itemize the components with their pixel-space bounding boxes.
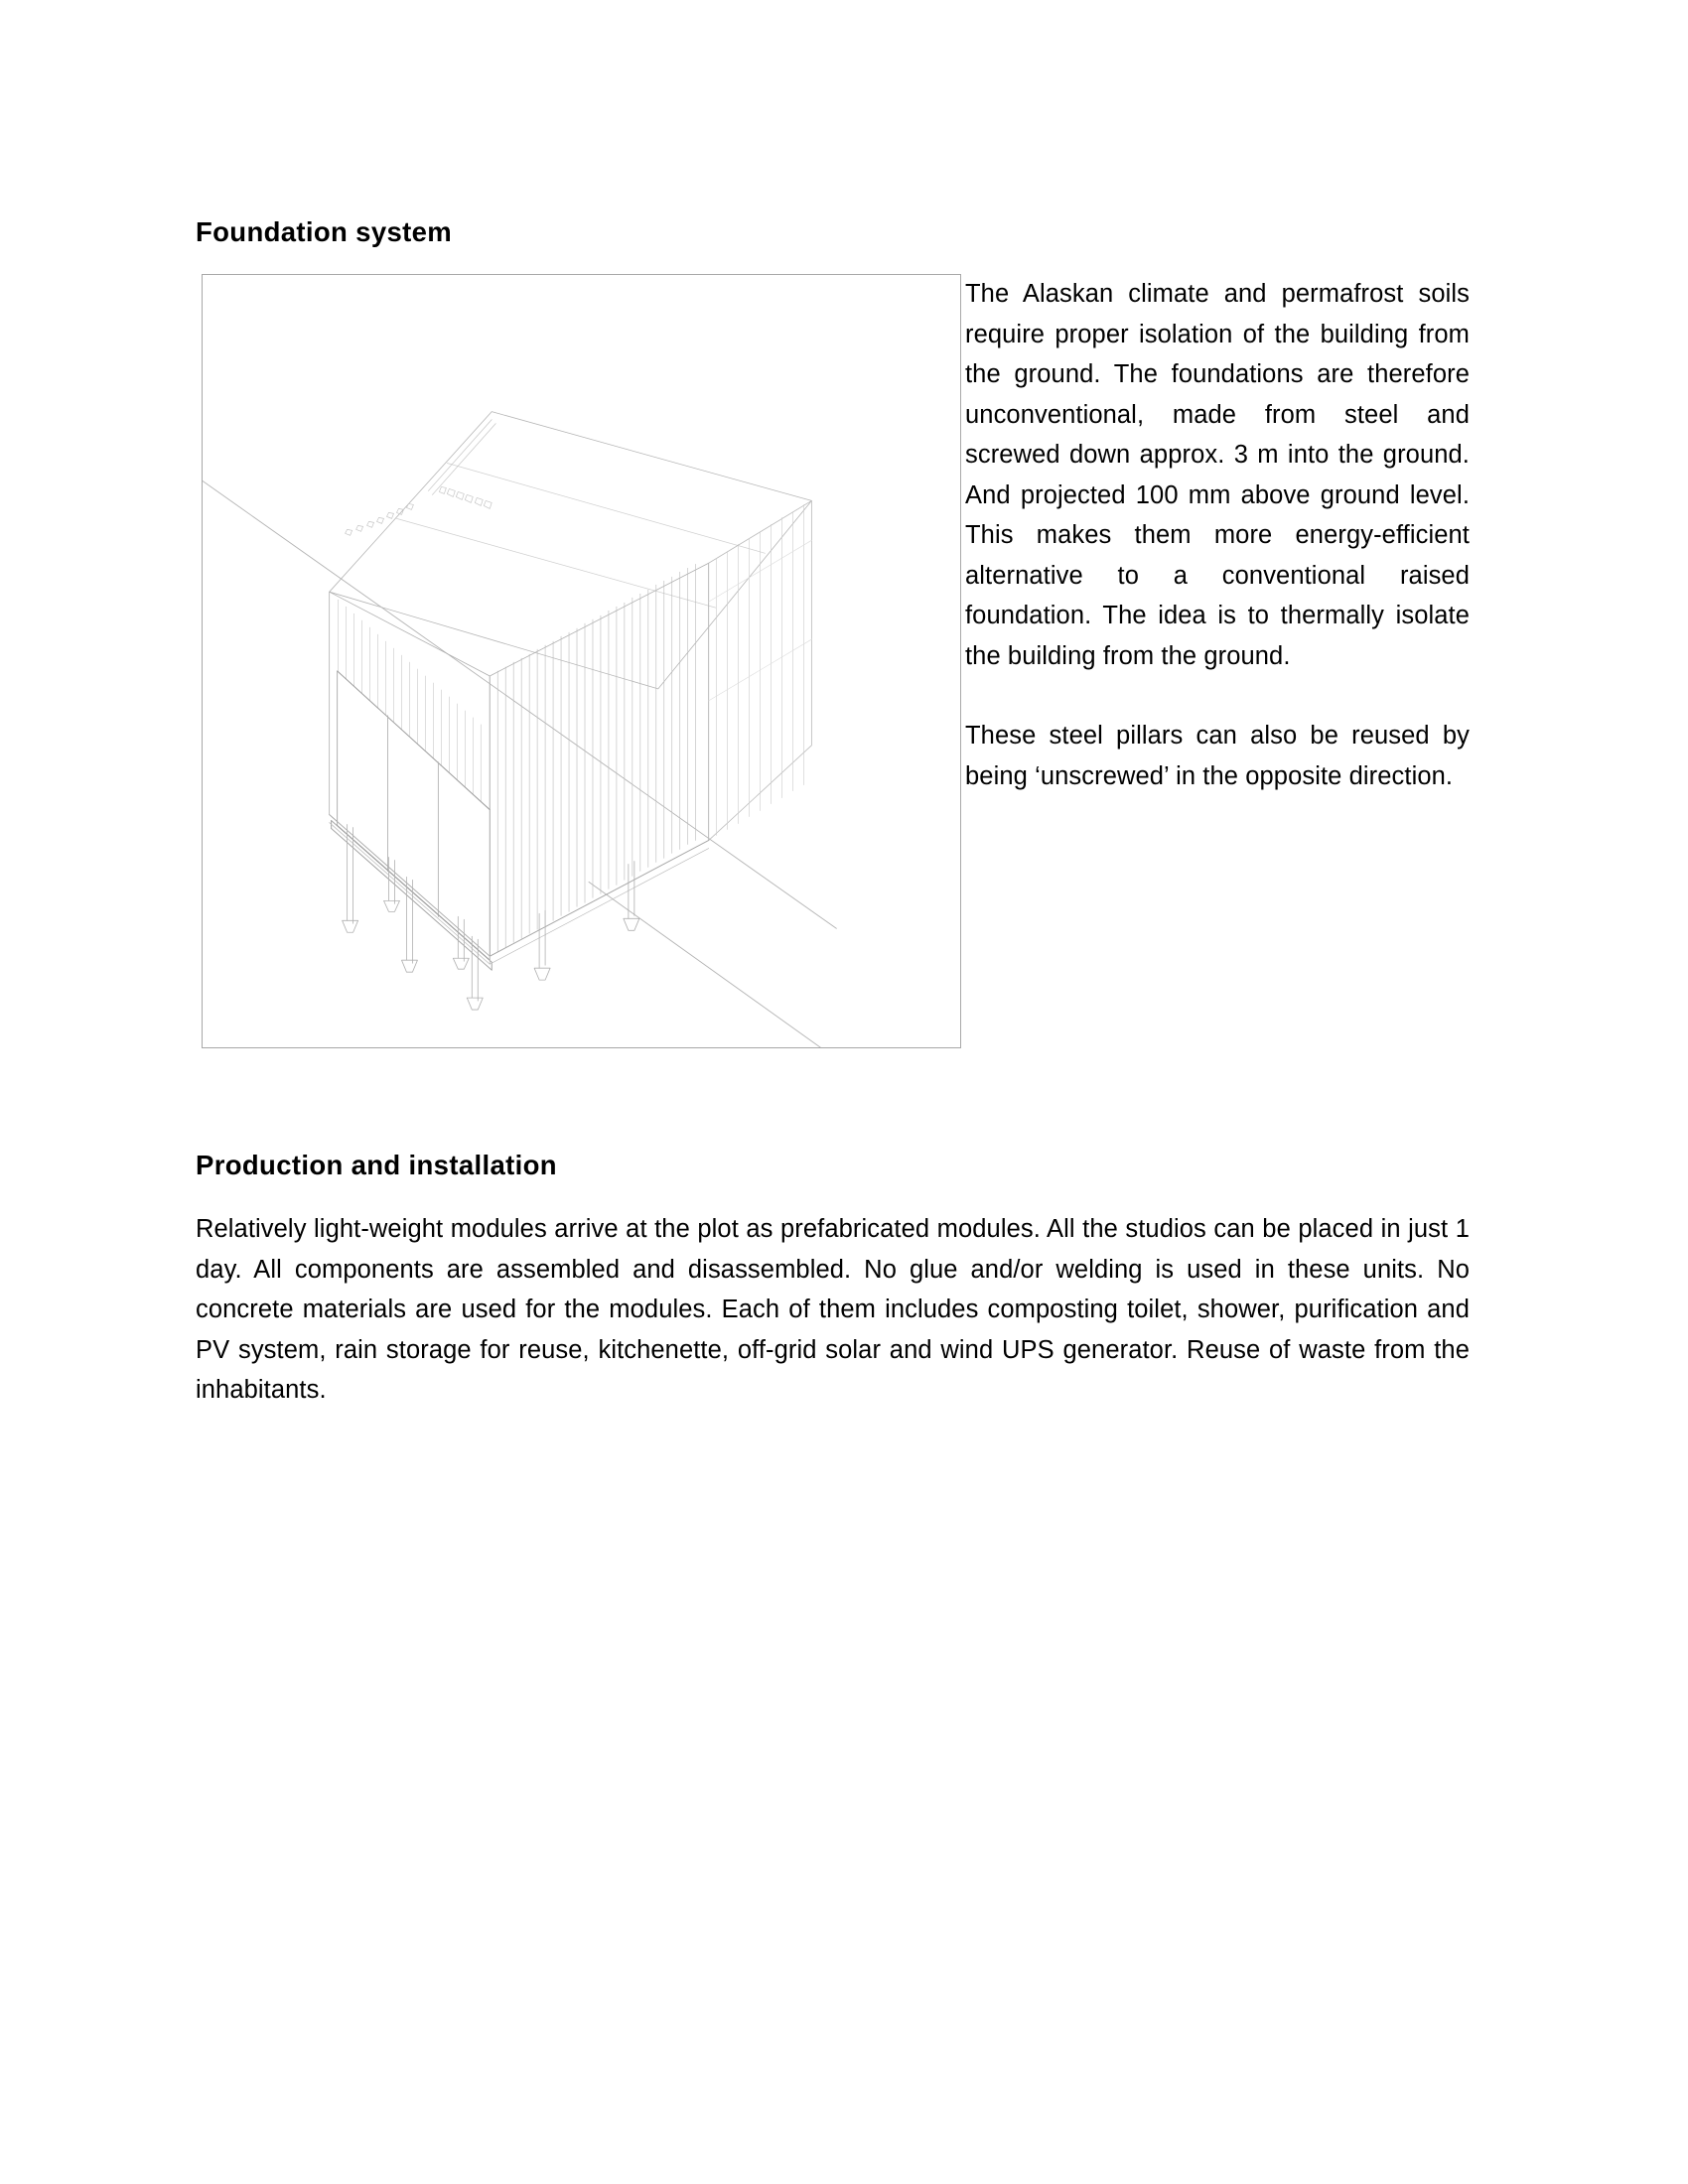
foundation-text-column <box>965 274 1470 796</box>
page-heading-production-and-installation: Production and installation <box>196 1149 557 1180</box>
ground-line <box>203 480 836 928</box>
corner-window <box>332 671 492 970</box>
cabin-line-drawing <box>203 275 960 1047</box>
foundation-paragraph-2: These steel pillars can also be reused by being ‘unscrewed’ in the opposite direction. <box>965 722 1470 790</box>
roof-detail <box>346 420 496 536</box>
cladding-right <box>497 564 695 951</box>
figure-axonometric-cabin <box>202 274 961 1048</box>
page-heading-foundation-system: Foundation system <box>196 215 453 247</box>
foundation-paragraph-1: The Alaskan climate and permafrost soils require proper isolation of the building from the ground. The foundations are therefore unconventional, made from steel and screwed down approx. 3 m into the ground. And projected 100 mm above ground level. This makes them more energy-efficient alternative to a conventional raised foundation. The idea is to thermally isolate the building from the ground. <box>965 280 1470 670</box>
production-text-column <box>196 1209 1470 1411</box>
cladding-end <box>709 504 812 835</box>
production-paragraph-1: Relatively light-weight modules arrive at the plot as prefabricated modules. All the studios can be placed in just 1 day. All components are assembled and disassembled. No glue and/or welding is used in these units. No concrete materials are used for the modules. Each of them includes composting toilet, shower, purification and PV system, rain storage for reuse, kitchenette, off-grid solar and wind UPS generator. Reuse of waste from the inhabitants. <box>196 1215 1470 1404</box>
